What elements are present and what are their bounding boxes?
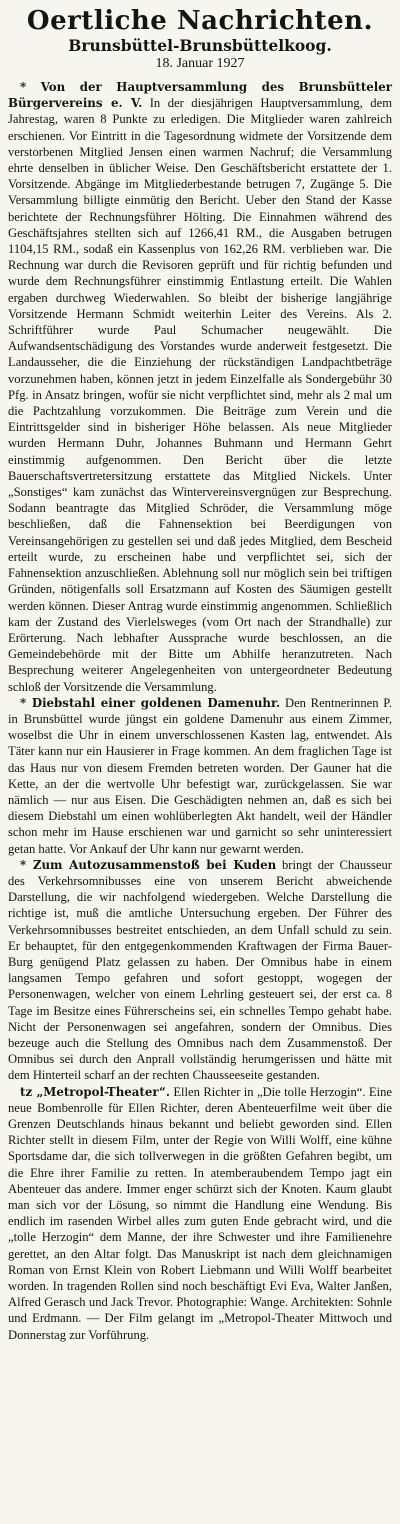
article-heading: * Diebstahl einer goldenen Damenuhr. <box>20 695 281 710</box>
dateline: 18. Januar 1927 <box>155 56 245 71</box>
article-diebstahl <box>8 695 392 857</box>
section-title: Oertliche Nachrichten. <box>26 6 374 36</box>
article-heading: tz „Metropol-Theater“. <box>20 1084 170 1099</box>
article-body: Den Rentnerinnen P. in Brunsbüttel wurde jüngst ein goldene Damenuhr aus einem Zimmer, woselbst die Uhr in einem unverschlossenen Kasten lag, entwendet. Als Täter kann nur ein Hausierer in Frage kommen. An dem fraglichen Tage ist das Haus nur von diesem Fremden betreten worden. Der Gauner hat die Kette, an der die wertvolle Uhr befestigt war, zurückgelassen. Sie war nämlich — nur aus Eisen. Die Geschädigten nehmen an, daß es sich bei diesem Diebstahl um einen wohlüberlegten Akt handelt, weil der Händler schon mehr im Hause erschienen war und garnicht so sehr uninteressiert getan hatte. Vor Ankauf der Uhr kann nur gewarnt werden. <box>8 695 392 856</box>
article-heading: * Von der Hauptversammlung des Brunsbütteler Bürgervereins e. V. <box>8 80 392 111</box>
article-buergerverein <box>8 79 392 695</box>
article-autozusammenstoss <box>8 857 392 1084</box>
location-subheading: Brunsbüttel-Brunsbüttelkoog. <box>68 36 332 55</box>
article-body: Ellen Richter in „Die tolle Herzogin“. Eine neue Bombenrolle für Ellen Richter, deren Abenteuerfilme weit über die Grenzen Deutschlands hinaus bekannt und beliebt geworden sind. Ellen Richter stellt in diesem Film, unter der Regie von Willi Wolff, eine kühne Sportsdame dar, die sich tollverwegen in die größten Gefahren begibt, um die Ehre ihrer Familie zu retten. In atemberaubendem Tempo jagt ein Abenteuer das andere. Immer enger schürzt sich der Knoten. Kaum glaubt man sich vor der Lösung, so nimmt die Handlung eine Wendung. Bis endlich im rasenden Wirbel alles zum guten Ende gebracht wird, und die „tolle Herzogin“ dem Manne, der ihre Schwester und ihre Familienehre gerettet, an den Altar folgt. Das Manuskript ist nach dem gleichnamigen Roman von Ernst Klein von Robert Liebmann und Willi Wolff bearbeitet worden. In tragenden Rollen sind noch beschäftigt Evi Eva, Walter Janßen, Alfred Gerasch und Jack Trevor. Photographie: Wange. Architekten: Sohnle und Erdmann. — Der Film gelangt im „Metropol-Theater Mittwoch und Donnerstag zur Vorführung. <box>8 1084 392 1342</box>
article-heading: * Zum Autozusammenstoß bei Kuden <box>20 857 277 872</box>
article-body: In der diesjährigen Hauptversammlung, dem Jahrestag, waren 8 Punkte zu erledigen. Die Mitglieder waren zahlreich erschienen. Vor Eintritt in die Tagesordnung widmete der Vorsitzende dem verstorbenen Mitglied Jensen einen warmen Nachruf; die Versammlung ehrte denselben in üblicher Weise. Den Geschäftsbericht erstattete der 1. Vorsitzende. Abgänge im Mitgliederbestande betrugen 7, Zugänge 5. Die Versammlung billigte einmütig den Bericht. Ueber den Stand der Kasse berichtete der Rechnungsführer Hölting. Die Einnahmen während des Geschäftsjahres stellten sich auf 1266,41 RM., die Ausgaben betrugen 1104,15 RM., sodaß ein Kassenplus von 162,26 RM. verblieben war. Die Rechnung war durch die Revisoren geprüft und für richtig befunden und wurde dem Rechnungsführer einstimmig Entlastung erteilt. Die Wahlen ergaben durchweg Wiederwahlen. So bleibt der bisherige langjährige Vorsitzende Hermann Schmidt weiterhin Leiter des Vereins. Als 2. Schriftführer wurde Paul Schumacher neugewählt. Die Aufwandsentschädigung des Vorstandes wurde anderweit festgesetzt. Die Landausseher, die die Einziehung der rückständigen Landpachtbeträge vorzunehmen haben, können jetzt in jedem Einzelfalle als Sondergebühr 30 Pfg. in Ansatz bringen, wofür sie nicht verpflichtet sind, mehr als 2 mal um die Pachtzahlung vorzukommen. Die Beiträge zum Verein und die Eintrittsgelder sind in bisheriger Höhe belassen. Als neue Mitglieder wurden Hermann Duhr, Johannes Buhmann und Hermann Gehrt einstimmig aufgenommen. Den Bericht über die letzte Bauerschaftsvertretersitzung erstattete das Mitglied Nickels. Unter „Sonstiges“ kam zunächst das Wintervereinsvergnügen zur Besprechung. Sodann beantragte das Mitglied Schröder, die Versammlung möge beschließen, daß die Fahnensektion bei Beerdigungen von Vereinsangehörigen zu gestellen sei und daß jedes Mitglied, dem Bescheid erteilt wurde, zu erscheinen habe und verpflichtet sei, sich der Fahnensektion anzuschließen. Ablehnung soll nur möglich sein bei triftigen Gründen, nötigenfalls soll Ersatzmann auf Kosten des Säumigen gestellt werden können. Dieser Antrag wurde einstimmig angenommen. Schließlich kam der Zustand des Vierlelsweges (vom Ort nach der Strandhalle) zur Erörterung. Nach lebhafter Aussprache wurde beschlossen, an die Gemeindebehörde mit der Bitte um Abhilfe heranzutreten. Nach Besprechung weiterer Angelegenheiten von untergeordneter Bedeutung schloß der Vorsitzende die Versammlung. <box>8 96 392 694</box>
article-body: bringt der Chausseur des Verkehrsomnibusses eine von unserem Bericht abweichende Darstellung, die wir nachfolgend wiedergeben. Welche Darstellung die richtige ist, muß die amtliche Untersuchung ergeben. Der Führer des Verkehrsomnibusses bestreitet entschieden, an dem Unfall schuld zu sein. Er behauptet, für den entgegenkommenden Kraftwagen der Firma Bauer-Burg genügend Platz gelassen zu haben. Der Omnibus habe in einem langsamen Tempo gefahren und sofort gestoppt, wogegen der Personenwagen, welcher von einem Lehrling gesteuert sei, der erst ca. 8 Tage im Besitze eines Führerscheins sei, ein schnelles Tempo gehabt habe. Nicht der Personenwagen sei angefahren, sondern der Omnibus. Dies bezeuge auch die Stellung des Omnibus nach dem Zusammenstoß. Der Omnibus sei durch den Anprall vollständig herumgerissen und hätte mit dem Hinterteil scharf an der rechten Chausseeseite gestanden. <box>8 857 392 1083</box>
article-metropol-theater <box>8 1084 392 1343</box>
